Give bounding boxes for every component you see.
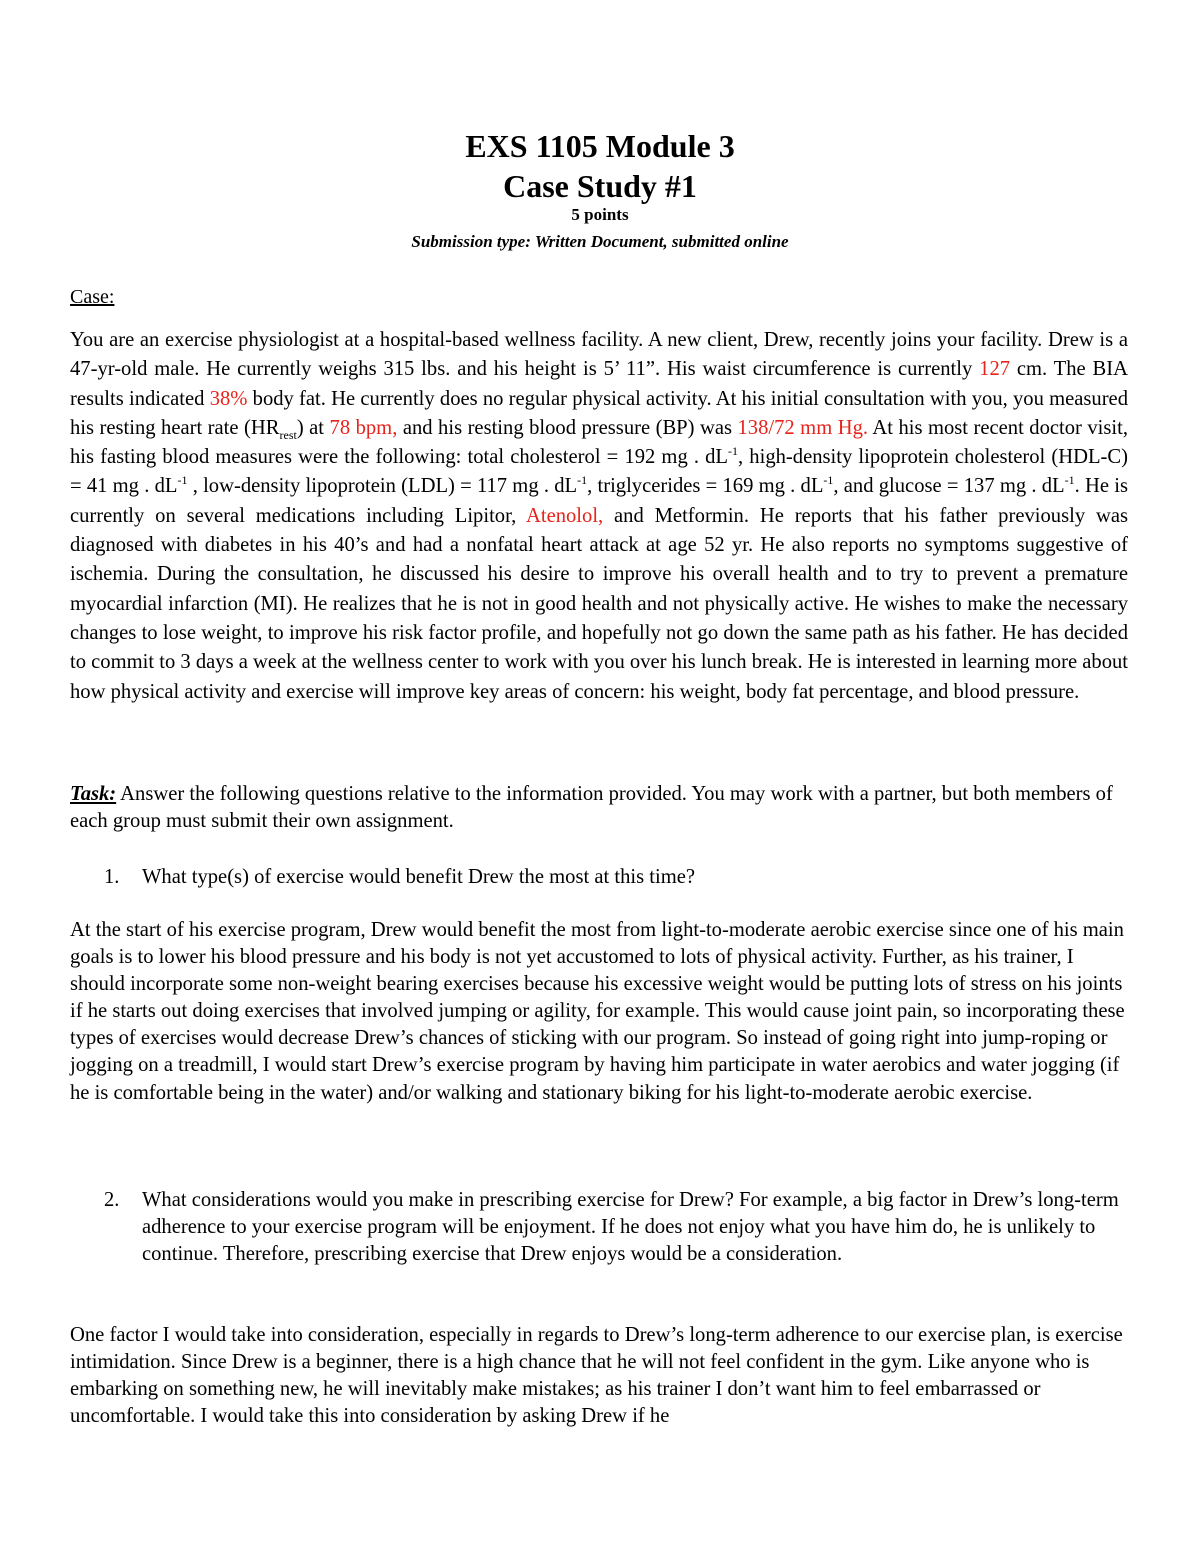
case-text: . He is currently on several medications including Lipitor, <box>70 475 1128 527</box>
question-number: 2. <box>104 1189 120 1211</box>
task-paragraph <box>70 781 1128 835</box>
bodyfat-value: 38% <box>209 387 248 410</box>
document-subtitle: Case Study #1 <box>503 168 697 204</box>
case-heading: Case: <box>70 286 115 308</box>
case-text: , triglycerides = 169 mg . dL <box>587 475 824 498</box>
case-text: and his resting blood pressure (BP) was <box>397 416 738 439</box>
case-text: and Metformin. He reports that his father previously was diagnosed with diabetes in his 40’s and had a nonfatal heart attack at age 52 yr. He also reports no symptoms suggestive of ischemia. During the consultation, he discussed his desire to improve his overall health and to try to prevent a premature myocardial infarction (MI). He realizes that he is not in good health and not physically active. He wishes to make the necessary changes to lose weight, to improve his risk factor profile, and hopefully not go down the same path as his father. He has decided to commit to 3 days a week at the wellness center to work with you over his lunch break. He is interested in learning more about how physical activity and exercise will improve key areas of concern: his weight, body fat percentage, and blood pressure. <box>70 504 1129 703</box>
hr-subscript: rest <box>279 428 297 442</box>
case-text: You are an exercise physiologist at a hospital-based wellness facility. A new client, Drew, recently joins your facility. Drew is a 47-yr-old male. He currently weighs 315 lbs. and his height is 5’ 11”. His waist circumference is currently <box>70 329 1128 381</box>
case-paragraph <box>70 326 1128 707</box>
question-number: 1. <box>104 866 120 888</box>
task-text: Answer the following questions relative to the information provided. You may work with a partner, but both members of each group must submit their own assignment. <box>70 783 1113 832</box>
blood-pressure-value: 138/72 mm Hg. <box>737 416 869 439</box>
answer-2: One factor I would take into consideration, especially in regards to Drew’s long-term adherence to our exercise plan, is exercise intimidation. Since Drew is a beginner, there is a high chance that he will not feel confident in the gym. Like anyone who is embarking on something new, he will inevitably make mistakes; as his trainer I don’t want him to feel embarrassed or uncomfortable. I would take this into consideration by asking Drew if he <box>70 1324 1123 1428</box>
waist-value: 127 <box>979 358 1011 381</box>
superscript: -1 <box>823 473 834 488</box>
superscript: -1 <box>728 444 739 459</box>
case-text: At his most recent doctor visit, his fasting blood measures were the following: total cholesterol = 192 mg . dL <box>70 416 1128 469</box>
answer-1: At the start of his exercise program, Drew would benefit the most from light-to-moderate aerobic exercise since one of his main goals is to lower his blood pressure and his body is not yet accustomed to lots of physical activity. Further, as his trainer, I should incorporate some non-weight bearing exercises because his excessive weight would be putting lots of stress on his joints if he starts out doing exercises that involved jumping or agility, for example. This would cause joint pain, so incorporating these types of exercises would decrease Drew’s chances of sticking with our program. So instead of going right into jump-roping or jogging on a treadmill, I would start Drew’s exercise program by having him participate in water aerobics and water jogging (if he is comfortable being in the water) and/or walking and stationary biking for his light-to-moderate aerobic exercise. <box>70 919 1125 1104</box>
case-text: , high-density lipoprotein cholesterol (HDL-C) = 41 mg . dL <box>70 446 1128 498</box>
superscript: -1 <box>1064 473 1075 488</box>
superscript: -1 <box>577 473 588 488</box>
heart-rate-value: 78 bpm, <box>329 416 398 439</box>
case-text: cm. The BIA results indicated <box>70 358 1128 410</box>
question-2 <box>104 1187 1134 1268</box>
question-text: What type(s) of exercise would benefit Drew the most at this time? <box>142 866 695 888</box>
case-text: , low-density lipoprotein (LDL) = 117 mg . dL <box>187 475 578 498</box>
document-title: EXS 1105 Module 3 <box>465 128 735 164</box>
points-label: 5 points <box>571 205 629 224</box>
submission-type: Submission type: Written Document, submitted online <box>411 232 789 251</box>
case-text: body fat. He currently does no regular physical activity. At his initial consultation with you, you measured his resting heart rate (HR <box>70 387 1128 439</box>
medication-highlight: Atenolol, <box>525 504 604 527</box>
question-text: What considerations would you make in prescribing exercise for Drew? For example, a big factor in Drew’s long-term adherence to your exercise program will be enjoyment. If he does not enjoy what you have him do, he is unlikely to continue. Therefore, prescribing exercise that Drew enjoys would be a consideration. <box>142 1189 1119 1265</box>
question-1 <box>104 864 1134 891</box>
superscript: -1 <box>177 473 188 488</box>
case-text: , and glucose = 137 mg . dL <box>833 475 1065 498</box>
case-text: ) at <box>296 416 330 439</box>
task-label: Task: <box>70 783 117 805</box>
